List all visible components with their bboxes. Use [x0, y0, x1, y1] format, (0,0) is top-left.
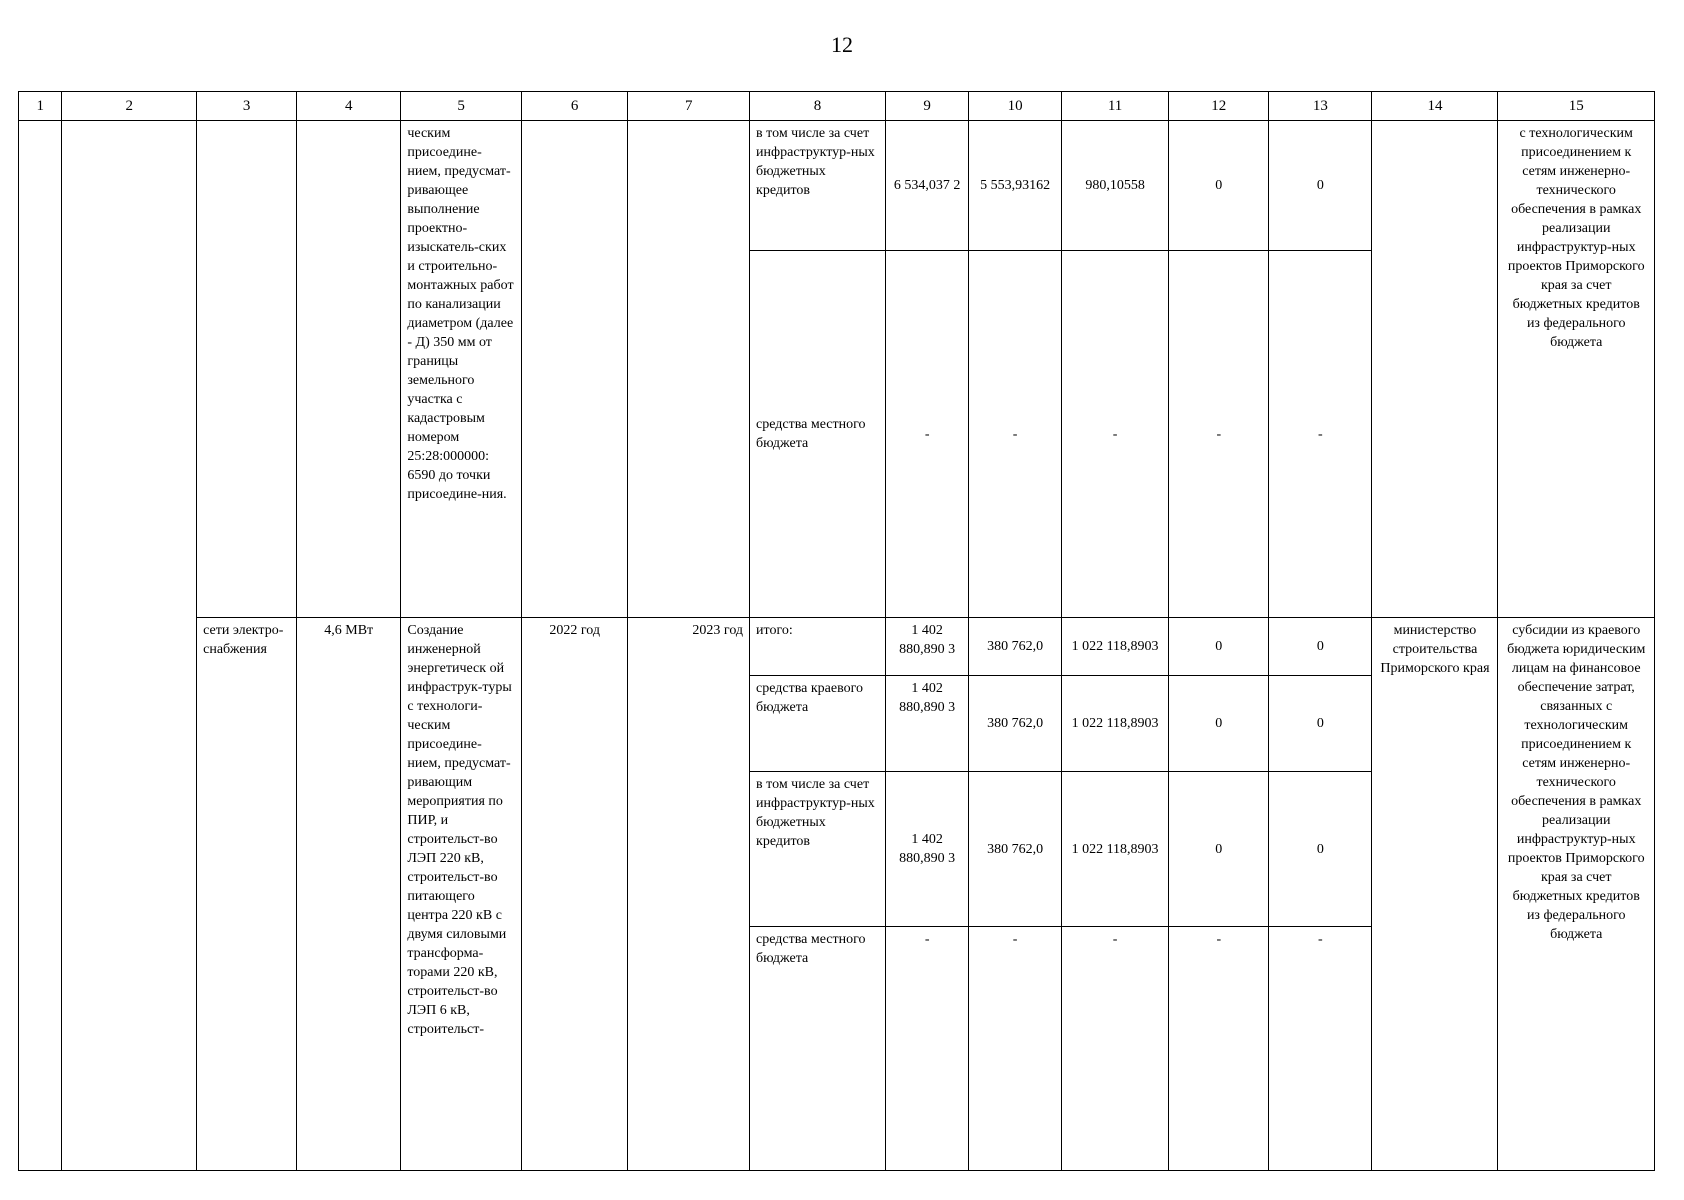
funding-source-label: средства местного бюджета: [750, 251, 886, 618]
value-cell: 1 022 118,8903: [1061, 676, 1169, 772]
value-cell: 1 022 118,8903: [1061, 772, 1169, 927]
value-cell: 980,10558: [1061, 121, 1169, 251]
col14-cell: [1372, 121, 1498, 618]
col2-cell: [62, 121, 197, 1171]
page-number: 12: [831, 32, 853, 57]
table-row: [19, 618, 1655, 676]
value-cell: 0: [1169, 772, 1269, 927]
value-cell: 0: [1269, 618, 1372, 676]
header-cell: 14: [1372, 92, 1498, 121]
value-cell: 380 762,0: [969, 772, 1061, 927]
value-cell: 0: [1169, 121, 1269, 251]
network-type: сети электро-снабжения: [197, 618, 297, 1171]
header-row: [19, 92, 1655, 121]
purpose-description: с технологическим присоединением к сетям инженерно-технического обеспечения в рамках реализации инфраструктур-ных проектов Приморского края за счет бюджетных кредитов из федерального бюджета: [1498, 121, 1655, 618]
header-cell: 13: [1269, 92, 1372, 121]
capacity: 4,6 МВт: [297, 618, 401, 1171]
header-cell: 2: [62, 92, 197, 121]
header-cell: 10: [969, 92, 1061, 121]
funding-source-label: средства местного бюджета: [750, 927, 886, 1171]
header-cell: 15: [1498, 92, 1655, 121]
value-cell: 380 762,0: [969, 676, 1061, 772]
value-cell: 0: [1269, 121, 1372, 251]
value-cell: 0: [1169, 618, 1269, 676]
col4-cell: [297, 121, 401, 618]
object-description: ческим присоедине-нием, предусмат-ривающее выполнение проектно-изыскатель-ских и строительно-монтажных работ по канализации диаметром (далее - Д) 350 мм от границы земельного участка с кадастровым номером 25:28:000000: 6590 до точки присоедине-ния.: [401, 121, 522, 618]
value-cell: 0: [1269, 676, 1372, 772]
purpose-description: субсидии из краевого бюджета юридическим лицам на финансовое обеспечение затрат, связанных с технологическим присоединением к сетям инженерно-технического обеспечения в рамках реализации инфраструктур-ных проектов Приморского края за счет бюджетных кредитов из федерального бюджета: [1498, 618, 1655, 1171]
value-cell: -: [1269, 927, 1372, 1171]
header-cell: 9: [885, 92, 969, 121]
value-cell: 1 402 880,890 3: [885, 618, 969, 676]
col3-cell: [197, 121, 297, 618]
header-cell: 4: [297, 92, 401, 121]
col7-cell: [628, 121, 750, 618]
funding-source-label: итого:: [750, 618, 886, 676]
value-cell: 1 402 880,890 3: [885, 772, 969, 927]
col6-cell: [521, 121, 627, 618]
header-cell: 11: [1061, 92, 1169, 121]
value-cell: -: [969, 927, 1061, 1171]
table-row: [19, 121, 1655, 251]
value-cell: -: [1269, 251, 1372, 618]
value-cell: -: [885, 251, 969, 618]
value-cell: -: [885, 927, 969, 1171]
object-description: Создание инженерной энергетическ ой инфраструк-туры с технологи-ческим присоедине-нием, предусмат-ривающим мероприятия по ПИР, и строительст-во ЛЭП 220 кВ, строительст-во питающего центра 220 кВ с двумя силовыми трансформа-торами 220 кВ, строительст-во ЛЭП 6 кВ, строительст-: [401, 618, 522, 1171]
header-cell: 12: [1169, 92, 1269, 121]
funding-source-label: в том числе за счет инфраструктур-ных бюджетных кредитов: [750, 772, 886, 927]
end-year: 2023 год: [628, 618, 750, 1171]
value-cell: 380 762,0: [969, 618, 1061, 676]
value-cell: -: [1061, 927, 1169, 1171]
header-cell: 6: [521, 92, 627, 121]
value-cell: 5 553,93162: [969, 121, 1061, 251]
funding-source-label: в том числе за счет инфраструктур-ных бюджетных кредитов: [750, 121, 886, 251]
budget-table: [18, 91, 1655, 1171]
value-cell: 6 534,037 2: [885, 121, 969, 251]
funding-source-label: средства краевого бюджета: [750, 676, 886, 772]
responsible-ministry: министерство строительства Приморского края: [1372, 618, 1498, 1171]
header-cell: 3: [197, 92, 297, 121]
value-cell: 0: [1169, 676, 1269, 772]
header-cell: 8: [750, 92, 886, 121]
header-cell: 1: [19, 92, 62, 121]
value-cell: -: [1061, 251, 1169, 618]
value-cell: 0: [1269, 772, 1372, 927]
header-cell: 7: [628, 92, 750, 121]
value-cell: -: [1169, 251, 1269, 618]
col1-cell: [19, 121, 62, 1171]
value-cell: 1 022 118,8903: [1061, 618, 1169, 676]
header-cell: 5: [401, 92, 522, 121]
value-cell: -: [1169, 927, 1269, 1171]
value-cell: -: [969, 251, 1061, 618]
value-cell: 1 402 880,890 3: [885, 676, 969, 772]
start-year: 2022 год: [521, 618, 627, 1171]
